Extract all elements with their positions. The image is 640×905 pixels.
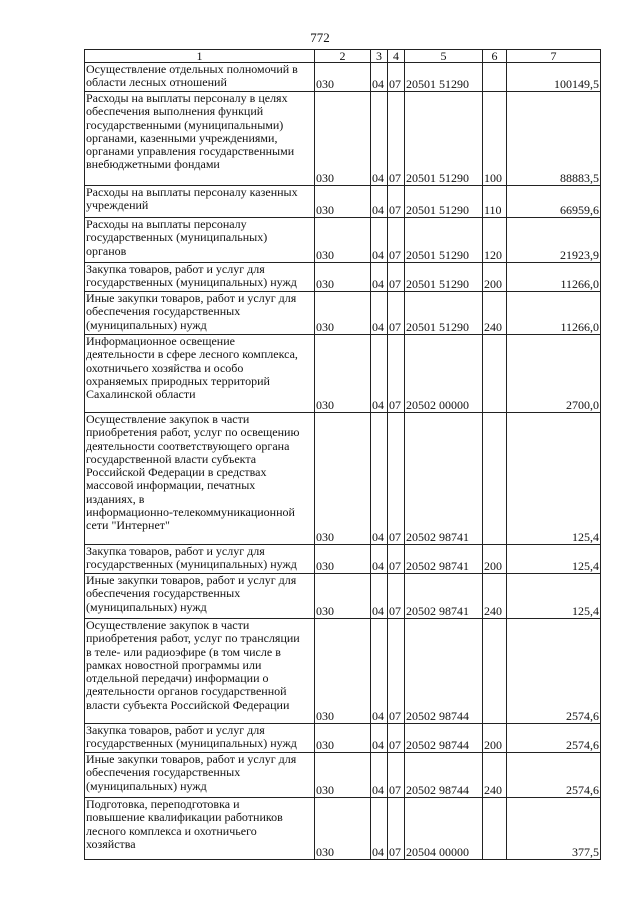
department-code: 030 [315,63,371,92]
amount-value: 377,5 [507,798,601,860]
expense-type-code: 240 [483,292,507,335]
subsection-code: 07 [388,218,405,263]
subsection-code: 07 [388,724,405,753]
expense-type-code [483,619,507,724]
column-header: 6 [483,50,507,63]
amount-value: 66959,6 [507,186,601,218]
expense-type-code: 110 [483,186,507,218]
target-article-code: 20502 98741 [405,545,483,574]
expense-name: Иные закупки товаров, работ и услуг для обеспечения государственных (муниципальных) нужд [85,292,315,335]
department-code: 030 [315,92,371,186]
target-article-code: 20501 51290 [405,218,483,263]
amount-value: 125,4 [507,413,601,545]
table-row [85,724,601,753]
department-code: 030 [315,753,371,798]
expense-type-code: 100 [483,92,507,186]
table-row [85,218,601,263]
expense-type-code: 240 [483,753,507,798]
department-code: 030 [315,619,371,724]
section-code: 04 [371,292,388,335]
department-code: 030 [315,574,371,619]
target-article-code: 20502 98744 [405,753,483,798]
expense-name: Расходы на выплаты персоналу государственных (муниципальных) органов [85,218,315,263]
target-article-code: 20501 51290 [405,63,483,92]
column-header: 5 [405,50,483,63]
subsection-code: 07 [388,292,405,335]
amount-value: 11266,0 [507,263,601,292]
column-header: 7 [507,50,601,63]
subsection-code: 07 [388,619,405,724]
expense-type-code: 240 [483,574,507,619]
subsection-code: 07 [388,263,405,292]
column-header: 1 [85,50,315,63]
target-article-code: 20502 98741 [405,413,483,545]
section-code: 04 [371,574,388,619]
table-row [85,335,601,413]
expense-name: Закупка товаров, работ и услуг для государственных (муниципальных) нужд [85,724,315,753]
subsection-code: 07 [388,335,405,413]
expense-name: Осуществление отдельных полномочий в области лесных отношений [85,63,315,92]
table-row [85,186,601,218]
expense-name: Закупка товаров, работ и услуг для государственных (муниципальных) нужд [85,545,315,574]
target-article-code: 20501 51290 [405,292,483,335]
expense-name: Расходы на выплаты персоналу в целях обеспечения выполнения функций государственными (муниципальными) органами, казенными учреждениями, органами управления государственными внебюджетными фондами [85,92,315,186]
subsection-code: 07 [388,753,405,798]
amount-value: 88883,5 [507,92,601,186]
section-code: 04 [371,218,388,263]
target-article-code: 20502 00000 [405,335,483,413]
expense-type-code [483,335,507,413]
section-code: 04 [371,186,388,218]
expense-type-code: 200 [483,545,507,574]
budget-table [84,49,601,860]
table-row [85,619,601,724]
section-code: 04 [371,335,388,413]
expense-name: Расходы на выплаты персоналу казенных учреждений [85,186,315,218]
section-code: 04 [371,263,388,292]
amount-value: 125,4 [507,574,601,619]
table-row [85,63,601,92]
subsection-code: 07 [388,63,405,92]
expense-name: Осуществление закупок в части приобретения работ, услуг по освещению деятельности соответствующего органа государственной власти субъекта Российской Федерации в средствах массовой информации, печатных изданиях, в информационно-телекоммуникационной сети "Интернет" [85,413,315,545]
amount-value: 11266,0 [507,292,601,335]
section-code: 04 [371,545,388,574]
department-code: 030 [315,263,371,292]
expense-name: Информационное освещение деятельности в сфере лесного комплекса, охотничьего хозяйства и особо охраняемых природных территорий Сахалинской области [85,335,315,413]
column-header: 4 [388,50,405,63]
department-code: 030 [315,186,371,218]
subsection-code: 07 [388,798,405,860]
target-article-code: 20502 98744 [405,619,483,724]
expense-type-code [483,63,507,92]
expense-name: Подготовка, переподготовка и повышение квалификации работников лесного комплекса и охотничьего хозяйства [85,798,315,860]
column-number-row [85,50,601,63]
department-code: 030 [315,798,371,860]
amount-value: 125,4 [507,545,601,574]
target-article-code: 20504 00000 [405,798,483,860]
expense-type-code [483,413,507,545]
expense-name: Иные закупки товаров, работ и услуг для обеспечения государственных (муниципальных) нужд [85,753,315,798]
expense-type-code: 200 [483,724,507,753]
amount-value: 2700,0 [507,335,601,413]
target-article-code: 20502 98741 [405,574,483,619]
target-article-code: 20502 98744 [405,724,483,753]
department-code: 030 [315,292,371,335]
section-code: 04 [371,63,388,92]
page-number: 772 [310,30,330,45]
department-code: 030 [315,218,371,263]
subsection-code: 07 [388,413,405,545]
expense-type-code [483,798,507,860]
department-code: 030 [315,335,371,413]
section-code: 04 [371,798,388,860]
amount-value: 21923,9 [507,218,601,263]
target-article-code: 20501 51290 [405,263,483,292]
amount-value: 2574,6 [507,724,601,753]
subsection-code: 07 [388,186,405,218]
table-row [85,263,601,292]
subsection-code: 07 [388,92,405,186]
amount-value: 100149,5 [507,63,601,92]
expense-name: Осуществление закупок в части приобретения работ, услуг по трансляции в теле- или радиоэфире (в том числе в рамках новостной программы или отдельной передачи) информации о деятельности органов государственной власти субъекта Российской Федерации [85,619,315,724]
column-header: 3 [371,50,388,63]
department-code: 030 [315,413,371,545]
section-code: 04 [371,724,388,753]
target-article-code: 20501 51290 [405,92,483,186]
table-row [85,545,601,574]
section-code: 04 [371,619,388,724]
expense-type-code: 200 [483,263,507,292]
table-row [85,92,601,186]
section-code: 04 [371,92,388,186]
table-row [85,798,601,860]
amount-value: 2574,6 [507,619,601,724]
amount-value: 2574,6 [507,753,601,798]
table-row [85,753,601,798]
expense-name: Иные закупки товаров, работ и услуг для обеспечения государственных (муниципальных) нужд [85,574,315,619]
column-header: 2 [315,50,371,63]
table-row [85,574,601,619]
target-article-code: 20501 51290 [405,186,483,218]
table-row [85,292,601,335]
expense-type-code: 120 [483,218,507,263]
department-code: 030 [315,545,371,574]
subsection-code: 07 [388,574,405,619]
section-code: 04 [371,413,388,545]
section-code: 04 [371,753,388,798]
expense-name: Закупка товаров, работ и услуг для государственных (муниципальных) нужд [85,263,315,292]
subsection-code: 07 [388,545,405,574]
table-row [85,413,601,545]
department-code: 030 [315,724,371,753]
